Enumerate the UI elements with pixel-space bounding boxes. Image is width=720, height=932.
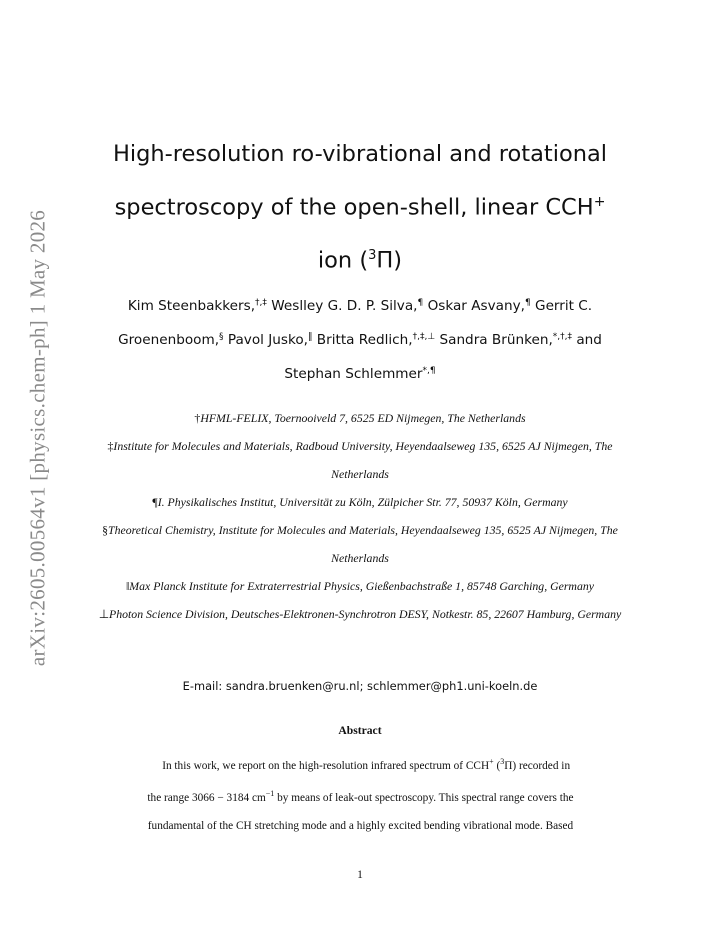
affiliation: ⊥Photon Science Division, Deutsches-Elektronen-Synchrotron DESY, Notkestr. 85, 22607 Hamburg, Germany xyxy=(98,607,622,621)
title-line-1: High-resolution ro-vibrational and rotational xyxy=(112,141,608,167)
author: Sandra Brünken,*,†,‡ xyxy=(439,332,572,348)
author: Kim Steenbakkers,†,‡ xyxy=(127,298,267,314)
affiliation: §Theoretical Chemistry, Institute for Molecules and Materials, Heyendaalseweg 135, 6525 AJ Nijmegen, The Netherlands xyxy=(102,523,618,565)
abstract-heading: Abstract xyxy=(338,724,382,737)
affiliation: ¶I. Physikalisches Institut, Universität zu Köln, Zülpicher Str. 77, 50937 Köln, Germany xyxy=(152,495,568,509)
paper-title xyxy=(80,130,640,284)
affiliation: ‖Max Planck Institute for Extraterrestrial Physics, Gießenbachstraße 1, 85748 Garching, Germany xyxy=(125,579,594,593)
affiliation: †HFML-FELIX, Toernooiveld 7, 6525 ED Nijmegen, The Netherlands xyxy=(194,411,526,425)
abstract-text xyxy=(108,748,613,840)
author-list xyxy=(90,289,630,391)
arxiv-identifier-stamp: arXiv:2605.00564v1 [physics.chem-ph] 1 May 2026 xyxy=(25,209,50,667)
abstract-line-1: In this work, we report on the high-resolution infrared spectrum of CCH+ ($^3$Π) recorded in xyxy=(162,757,571,772)
affiliation-list xyxy=(95,404,625,628)
title-line-3: ion ($^3$Π) xyxy=(317,247,403,273)
title-line-2: spectroscopy of the open-shell, linear CCH+ xyxy=(114,194,606,221)
author: Oskar Asvany,¶ xyxy=(427,298,531,314)
abstract-line-2: the range 3066 − 3184 $cm^{-1}$ by means of leak-out spectroscopy. This spectral range covers the xyxy=(147,789,574,805)
author: and Stephan Schlemmer*,¶ xyxy=(284,332,602,382)
author: Pavol Jusko,‖ xyxy=(227,332,313,348)
author: Britta Redlich,†,‡,⊥ xyxy=(316,332,436,348)
abstract-line-3: fundamental of the CH stretching mode and a highly excited bending vibrational mode. Based xyxy=(147,819,574,832)
author: Gerrit C. Groenenboom,§ xyxy=(118,298,593,348)
affiliation: ‡Institute for Molecules and Materials, Radboud University, Heyendaalseweg 135, 6525 AJ Nijmegen, The Netherlands xyxy=(107,439,613,481)
author: Weslley G. D. P. Silva,¶ xyxy=(271,298,424,314)
page-number: 1 xyxy=(357,869,363,881)
contact-email: E-mail: sandra.bruenken@ru.nl; schlemmer@ph1.uni-koeln.de xyxy=(182,679,538,693)
